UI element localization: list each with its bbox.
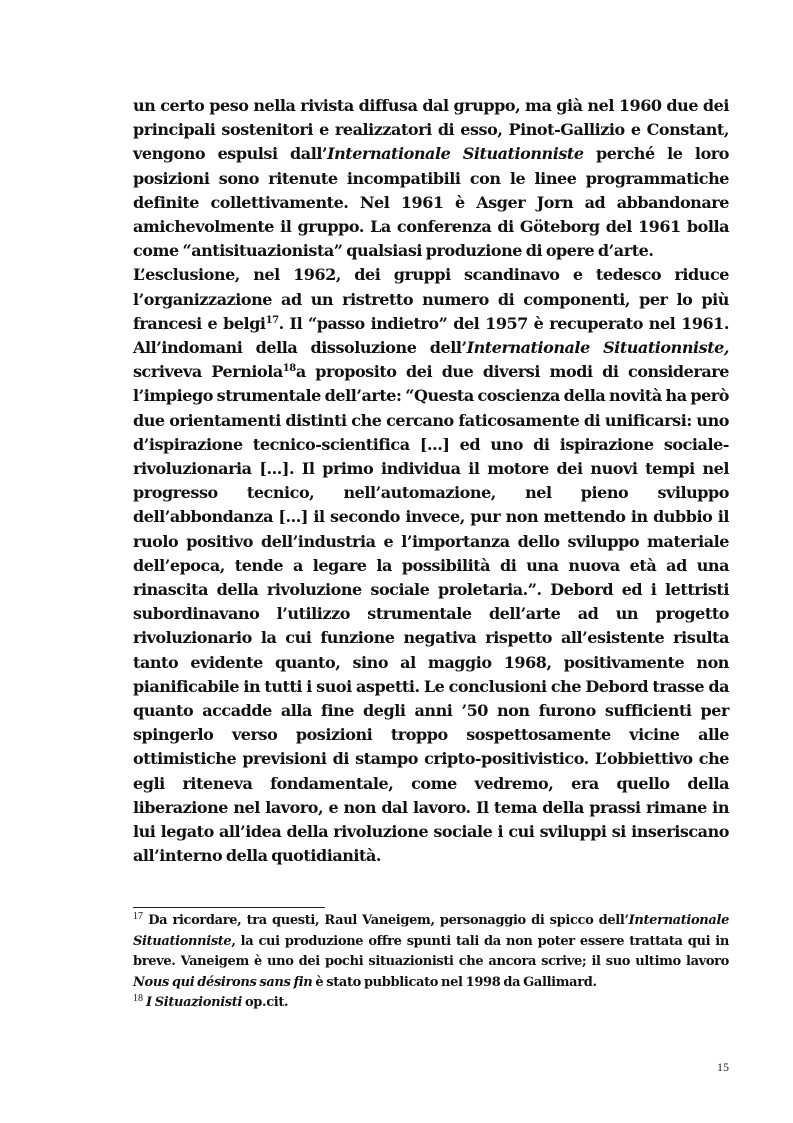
footnote-ref-18[interactable]: 18 — [282, 363, 296, 375]
main-text — [133, 94, 729, 869]
text-run: un certo peso nella rivista diffusa dal gruppo, ma già nel 1960 due dei principali sostenitori e realizzatori di esso, Pinot-Gallizio e Constant, vengono espulsi dall’ — [133, 96, 729, 164]
text-run: è stato pubblicato nel 1998 da Gallimard. — [312, 974, 597, 990]
text-run: scriveva Perniola — [133, 362, 283, 382]
paragraph-1 — [133, 94, 729, 263]
italic-title: Internationale Situationniste, — [466, 338, 729, 358]
text-run: perché le loro posizioni sono ritenute incompatibili con le linee programmatiche definite collettivamente. Nel 1961 è Asger Jorn ad abbandonare amichevolmente il gruppo. La conferenza di Göteborg del 1961 bolla come “antisituazionista” qualsiasi produzione di opere d’arte. — [133, 144, 729, 261]
text-run: . Il “passo indietro” del 1957 è recuperato nel 1961. All’indomani della dissoluzione dell’ — [133, 313, 729, 358]
page-number: 15 — [717, 1060, 729, 1074]
footnote-number: 18 — [133, 993, 143, 1004]
footnote-number: 17 — [133, 911, 143, 922]
text-run: Da ricordare, tra questi, Raul Vaneigem, personaggio di spicco dell’ — [143, 913, 629, 928]
footnote-18 — [133, 993, 729, 1014]
text-run: a proposito dei due diversi modi di considerare l’impiego strumentale dell’arte: “Questa coscienza della novità ha però due orientamenti distinti che cercano faticosamente di unificarsi: uno d’ispirazione tecnico-scientifica [...] ed uno di ispirazione sociale-rivoluzionaria [...]. Il primo individua il motore dei nuovi tempi nel progresso tecnico, nell’automazione, nel pieno sviluppo dell’abbondanza [...] il secondo invece, pur non mettendo in dubbio il ruolo positivo dell’industria e l’importanza dello sviluppo materiale dell’epoca, tende a legare la possibilità di una nuova età ad una rinascita della rivoluzione sociale proletaria.”. Debord ed i lettristi subordinavano l’utilizzo strumentale dell’arte ad un progetto rivoluzionario la cui funzione negativa rispetto all’esistente risulta tanto evidente quanto, sino al maggio 1968, positivamente non pianificabile in tutti i suoi aspetti. Le conclusioni che Debord trasse da quanto accadde alla fine degli anni ’50 non furono sufficienti per spingerlo verso posizioni troppo sospettosamente vicine alle ottimistiche previsioni di stampo cripto-positivistico. L’obbiettivo che egli riteneva fondamentale, come vedremo, era quello della liberazione nel lavoro, e non dal lavoro. Il tema della prassi rimane in lui legato all’idea della rivoluzione sociale i cui sviluppi si inseriscano all’interno della quotidianità. — [133, 362, 729, 866]
italic-title: Internationale Situationniste — [133, 913, 729, 949]
footnote-ref-17[interactable]: 17 — [265, 314, 279, 326]
text-run: op.cit. — [242, 995, 289, 1010]
italic-title: Internationale Situationniste — [327, 144, 584, 164]
footnote-divider — [133, 907, 325, 908]
footnotes — [133, 911, 729, 1014]
italic-title: I Situazionisti — [145, 995, 242, 1010]
footnote-17 — [133, 911, 729, 993]
paragraph-2 — [133, 263, 729, 868]
text-run: , la cui produzione offre spunti tali da non poter essere trattata qui in breve. Vaneigem è uno dei pochi situazionisti che ancora scrive; il suo ultimo lavoro — [133, 933, 729, 969]
italic-title: Nous qui désirons sans fin — [133, 974, 313, 990]
text-run: L’esclusione, nel 1962, dei gruppi scandinavo e tedesco riduce l’organizzazione ad un ristretto numero di componenti, per lo più francesi e belgi — [133, 265, 729, 333]
